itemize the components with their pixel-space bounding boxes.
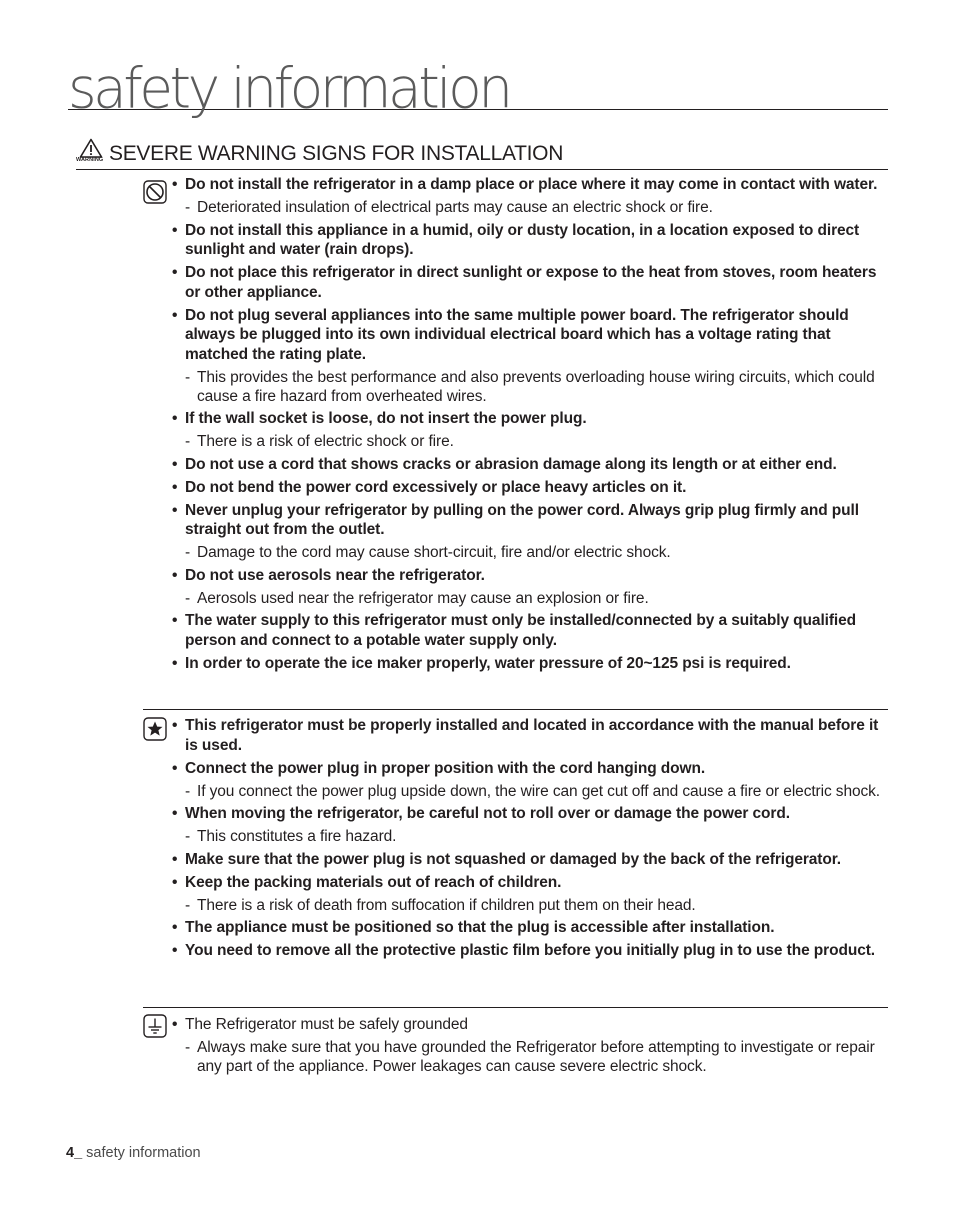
list-item-note: - If you connect the power plug upside down, the wire can get cut off and cause a fire or electric shock. (172, 782, 890, 801)
list-item-note: - There is a risk of death from suffocation if children put them on their head. (172, 896, 890, 915)
list-item-text: • The water supply to this refrigerator must only be installed/connected by a suitably qualified person and connect to a potable water supply only. (185, 612, 857, 649)
list-item-note: - This provides the best performance and also prevents overloading house wiring circuits, which could cause a fire hazard from overheated wires. (172, 368, 890, 406)
list-item-text: • Connect the power plug in proper position with the cord hanging down. (185, 759, 706, 777)
list-item-text: • The appliance must be positioned so that the plug is accessible after installation. (185, 919, 775, 936)
list-item (172, 478, 890, 498)
list-item-text: • Do not install this appliance in a humid, oily or dusty location, in a location exposed to direct sunlight and water (rain drops). (185, 221, 860, 258)
list-item (172, 873, 890, 915)
list-item-note: - Aerosols used near the refrigerator may cause an explosion or fire. (172, 589, 890, 608)
list-item-text: • In order to operate the ice maker properly, water pressure of 20~125 psi is required. (185, 654, 791, 672)
grounding-list (172, 1015, 890, 1076)
warning-label: WARNING (76, 157, 104, 163)
grounding-block (143, 1007, 888, 1075)
list-item (172, 611, 890, 650)
footer-label: safety information (86, 1145, 201, 1161)
list-item-text: • Do not use a cord that shows cracks or abrasion damage along its length or at either end. (185, 455, 837, 473)
list-item (172, 221, 890, 260)
list-item (172, 716, 890, 755)
section-header (76, 138, 888, 170)
list-item-text: • Make sure that the power plug is not squashed or damaged by the back of the refrigerator. (185, 850, 842, 868)
list-item (172, 804, 890, 846)
list-item (172, 850, 890, 870)
page-footer (66, 1145, 201, 1161)
list-item (172, 306, 890, 406)
list-item-text: • When moving the refrigerator, be careful not to roll over or damage the power cord. (185, 805, 790, 822)
list-item (172, 918, 890, 938)
list-item-note: - Always make sure that you have grounded the Refrigerator before attempting to investigate or repair any part of the appliance. Power leakages can cause severe electric shock. (172, 1038, 890, 1076)
list-item-text: • Do not use aerosols near the refrigerator. (185, 566, 485, 584)
page-number: 4_ (66, 1145, 83, 1161)
list-item (172, 263, 890, 302)
list-item-text: • Do not plug several appliances into the same multiple power board. The refrigerator should always be plugged into its own individual electrical board which has a voltage rating that matched the rating plate. (185, 306, 849, 363)
list-item-text: • Do not bend the power cord excessively or place heavy articles on it. (185, 478, 687, 496)
list-item (172, 455, 890, 475)
list-item-text: • Keep the packing materials out of reach of children. (185, 873, 562, 891)
list-item-text: • Do not install the refrigerator in a damp place or place where it may come in contact with water. (185, 176, 878, 193)
list-item (172, 175, 890, 217)
list-item-text: • Do not place this refrigerator in direct sunlight or expose to the heat from stoves, room heaters or other appliance. (185, 264, 877, 301)
list-item-note: - There is a risk of electric shock or fire. (172, 432, 890, 451)
list-item-text: • The Refrigerator must be safely grounded (185, 1016, 468, 1033)
list-item (172, 1015, 890, 1076)
list-item (172, 654, 890, 674)
warning-triangle-icon (76, 138, 108, 166)
prohibited-icon (143, 180, 167, 204)
caution-list (172, 716, 890, 961)
prohibited-list (172, 175, 890, 673)
list-item (172, 759, 890, 801)
list-item-text: • This refrigerator must be properly installed and located in accordance with the manual before it is used. (185, 717, 879, 754)
list-item-text: • You need to remove all the protective plastic film before you initially plug in to use the product. (185, 942, 876, 959)
caution-block (143, 709, 888, 959)
list-item (172, 941, 890, 961)
list-item-text: • Never unplug your refrigerator by pulling on the power cord. Always grip plug firmly and pull straight out from the outlet. (185, 501, 859, 538)
page-title: safety information (68, 56, 888, 110)
list-item (172, 501, 890, 563)
list-item-note: - Deteriorated insulation of electrical parts may cause an electric shock or fire. (172, 198, 890, 217)
list-item (172, 409, 890, 451)
section-title: SEVERE WARNING SIGNS FOR INSTALLATION (109, 142, 564, 165)
list-item-note: - This constitutes a fire hazard. (172, 827, 890, 846)
list-item-note: - Damage to the cord may cause short-circuit, fire and/or electric shock. (172, 543, 890, 562)
ground-icon (143, 1014, 167, 1038)
list-item-text: • If the wall socket is loose, do not insert the power plug. (185, 410, 587, 427)
star-icon (143, 717, 167, 741)
list-item (172, 566, 890, 608)
